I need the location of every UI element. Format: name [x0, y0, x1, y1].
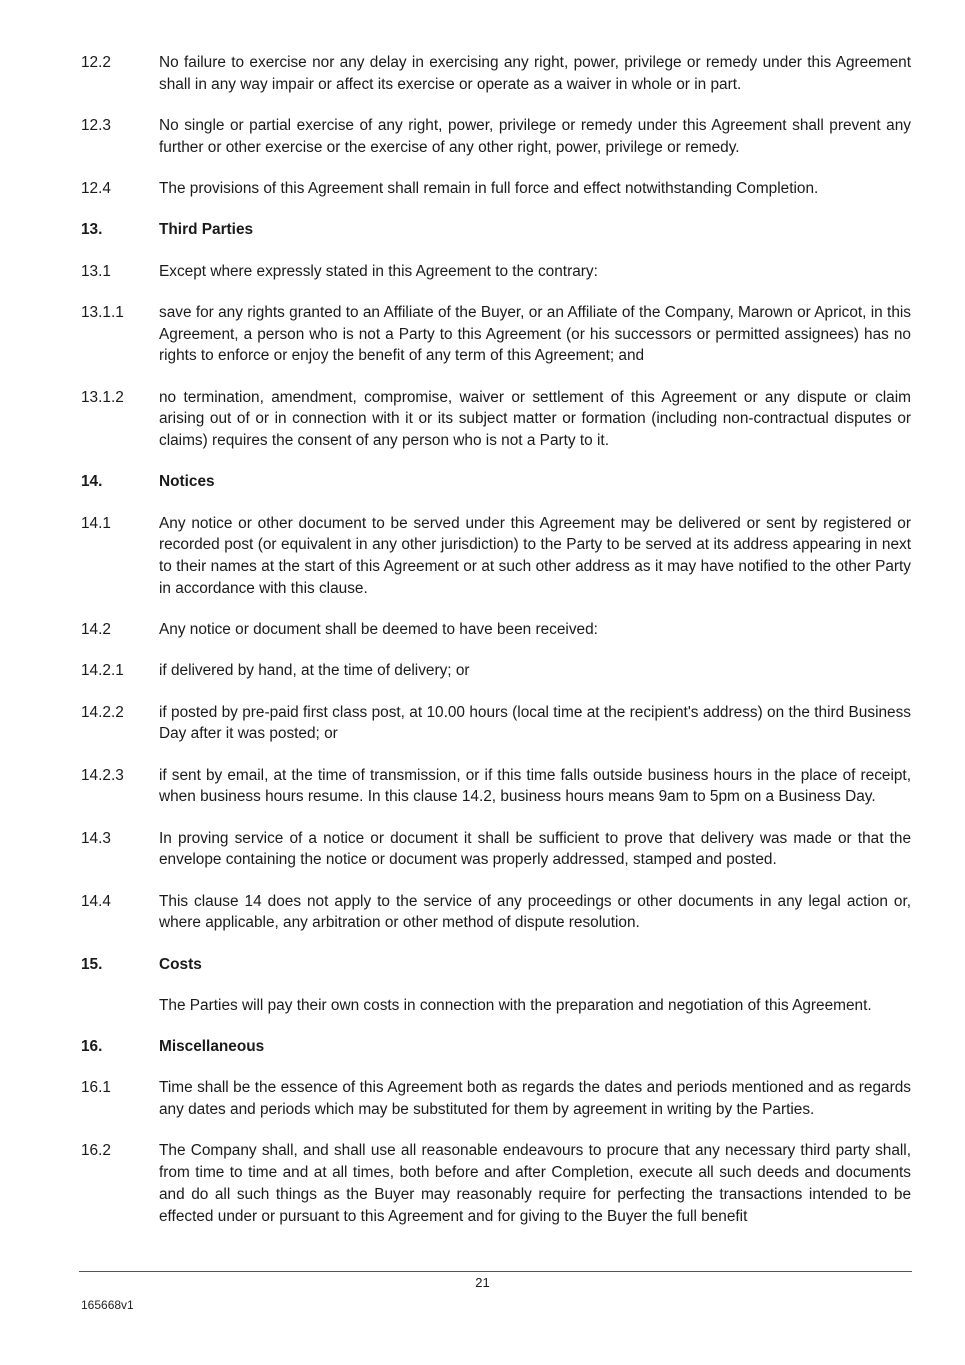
- clause-14-2-3: [81, 765, 911, 808]
- section-number: 15.: [81, 955, 103, 973]
- document-reference: 165668v1: [81, 1298, 134, 1312]
- clause-number: 13.1.1: [81, 303, 124, 321]
- clause-number: 13.1: [81, 262, 111, 280]
- clause-text: Any notice or other document to be served under this Agreement may be delivered or sent by registered or recorded post (or equivalent in any other jurisdiction) to the Party to be served at its address appearing in next to their names at the start of this Agreement or at such other address as it may have notified to the other Party in accordance with this clause.: [159, 514, 911, 597]
- clause-12-4: [81, 178, 911, 200]
- clause-text: In proving service of a notice or document it shall be sufficient to prove that delivery was made or that the envelope containing the notice or document was properly addressed, stamped and posted.: [159, 829, 911, 869]
- clause-text: save for any rights granted to an Affiliate of the Buyer, or an Affiliate of the Company, Marown or Apricot, in this Agreement, a person who is not a Party to this Agreement (or his successors or permitted assignees) has no rights to enforce or enjoy the benefit of any term of this Agreement; and: [159, 303, 911, 365]
- footer-divider: [79, 1271, 912, 1272]
- clause-14-2-2: [81, 702, 911, 745]
- clause-text: Any notice or document shall be deemed to have been received:: [159, 621, 598, 638]
- section-heading-13: [81, 219, 911, 241]
- clause-text: The Parties will pay their own costs in connection with the preparation and negotiation of this Agreement.: [159, 996, 872, 1014]
- clause-number: 13.1.2: [81, 388, 124, 406]
- clause-number: 14.2.3: [81, 766, 124, 784]
- clause-14-2-1: [81, 660, 911, 682]
- clause-14-2: [81, 619, 911, 641]
- section-title: Costs: [159, 955, 202, 973]
- clause-number: 14.2.2: [81, 703, 124, 721]
- clause-14-1: [81, 513, 911, 600]
- clause-text: if sent by email, at the time of transmission, or if this time falls outside business hours in the place of receipt, when business hours resume. In this clause 14.2, business hours means 9am to 5pm on a Business Day.: [159, 766, 911, 806]
- clause-text: no termination, amendment, compromise, waiver or settlement of this Agreement or any dispute or claim arising out of or in connection with it or its subject matter or formation (including non-contractual disputes or claims) requires the consent of any person who is not a Party to it.: [159, 388, 911, 449]
- clause-text: This clause 14 does not apply to the service of any proceedings or other documents in any legal action or, where applicable, any arbitration or other method of dispute resolution.: [159, 892, 911, 932]
- clause-14-4: [81, 891, 911, 934]
- clause-number: 16.1: [81, 1079, 111, 1097]
- section-title: Third Parties: [159, 221, 254, 239]
- clause-14-3: [81, 828, 911, 871]
- clause-text: Time shall be the essence of this Agreement both as regards the dates and periods mentioned and as regards any dates and periods which may be substituted for them by agreement in writing by the Parties.: [159, 1079, 911, 1119]
- clause-number: 12.2: [81, 54, 111, 71]
- clause-12-2: [81, 52, 911, 95]
- clause-number: 14.2.1: [81, 662, 124, 680]
- document-body: [81, 52, 911, 1247]
- section-heading-16: [81, 1036, 911, 1058]
- clause-13-1-2: [81, 387, 911, 452]
- clause-number: 14.1: [81, 514, 111, 532]
- clause-text: No failure to exercise nor any delay in exercising any right, power, privilege or remedy under this Agreement shall in any way impair or affect its exercise or operate as a waiver in whole or in part.: [159, 54, 911, 93]
- clause-number: 14.2: [81, 621, 111, 638]
- section-heading-14: [81, 471, 911, 493]
- clause-16-1: [81, 1077, 911, 1120]
- section-title: Notices: [159, 473, 215, 491]
- clause-16-2: [81, 1140, 911, 1227]
- clause-number: 12.3: [81, 117, 111, 134]
- clause-text: if delivered by hand, at the time of delivery; or: [159, 662, 470, 680]
- page-number: 21: [475, 1275, 490, 1290]
- clause-text: The provisions of this Agreement shall remain in full force and effect notwithstanding Completion.: [159, 180, 819, 197]
- section-number: 16.: [81, 1038, 103, 1056]
- section-heading-15: [81, 954, 911, 976]
- section-title: Miscellaneous: [159, 1038, 265, 1056]
- clause-number: 16.2: [81, 1142, 111, 1160]
- clause-text: The Company shall, and shall use all reasonable endeavours to procure that any necessary third party shall, from time to time and at all times, both before and after Completion, execute all such deeds and documents and do all such things as the Buyer may reasonably require for perfecting the transactions intended to be effected under or pursuant to this Agreement and for giving to the Buyer the full benefit: [159, 1142, 911, 1225]
- clause-number: 12.4: [81, 180, 111, 197]
- section-number: 13.: [81, 221, 103, 239]
- clause-text: No single or partial exercise of any right, power, privilege or remedy under this Agreement shall prevent any further or other exercise or the exercise of any other right, power, privilege or remedy.: [159, 117, 911, 156]
- clause-text: if posted by pre-paid first class post, at 10.00 hours (local time at the recipient's address) on the third Business Day after it was posted; or: [159, 703, 911, 743]
- clause-13-1: [81, 261, 911, 283]
- clause-number: 14.4: [81, 892, 111, 910]
- clause-text: Except where expressly stated in this Agreement to the contrary:: [159, 262, 598, 280]
- clause-12-3: [81, 115, 911, 158]
- clause-15-body: [81, 995, 911, 1017]
- section-number: 14.: [81, 473, 103, 491]
- clause-number: 14.3: [81, 829, 111, 847]
- clause-13-1-1: [81, 302, 911, 367]
